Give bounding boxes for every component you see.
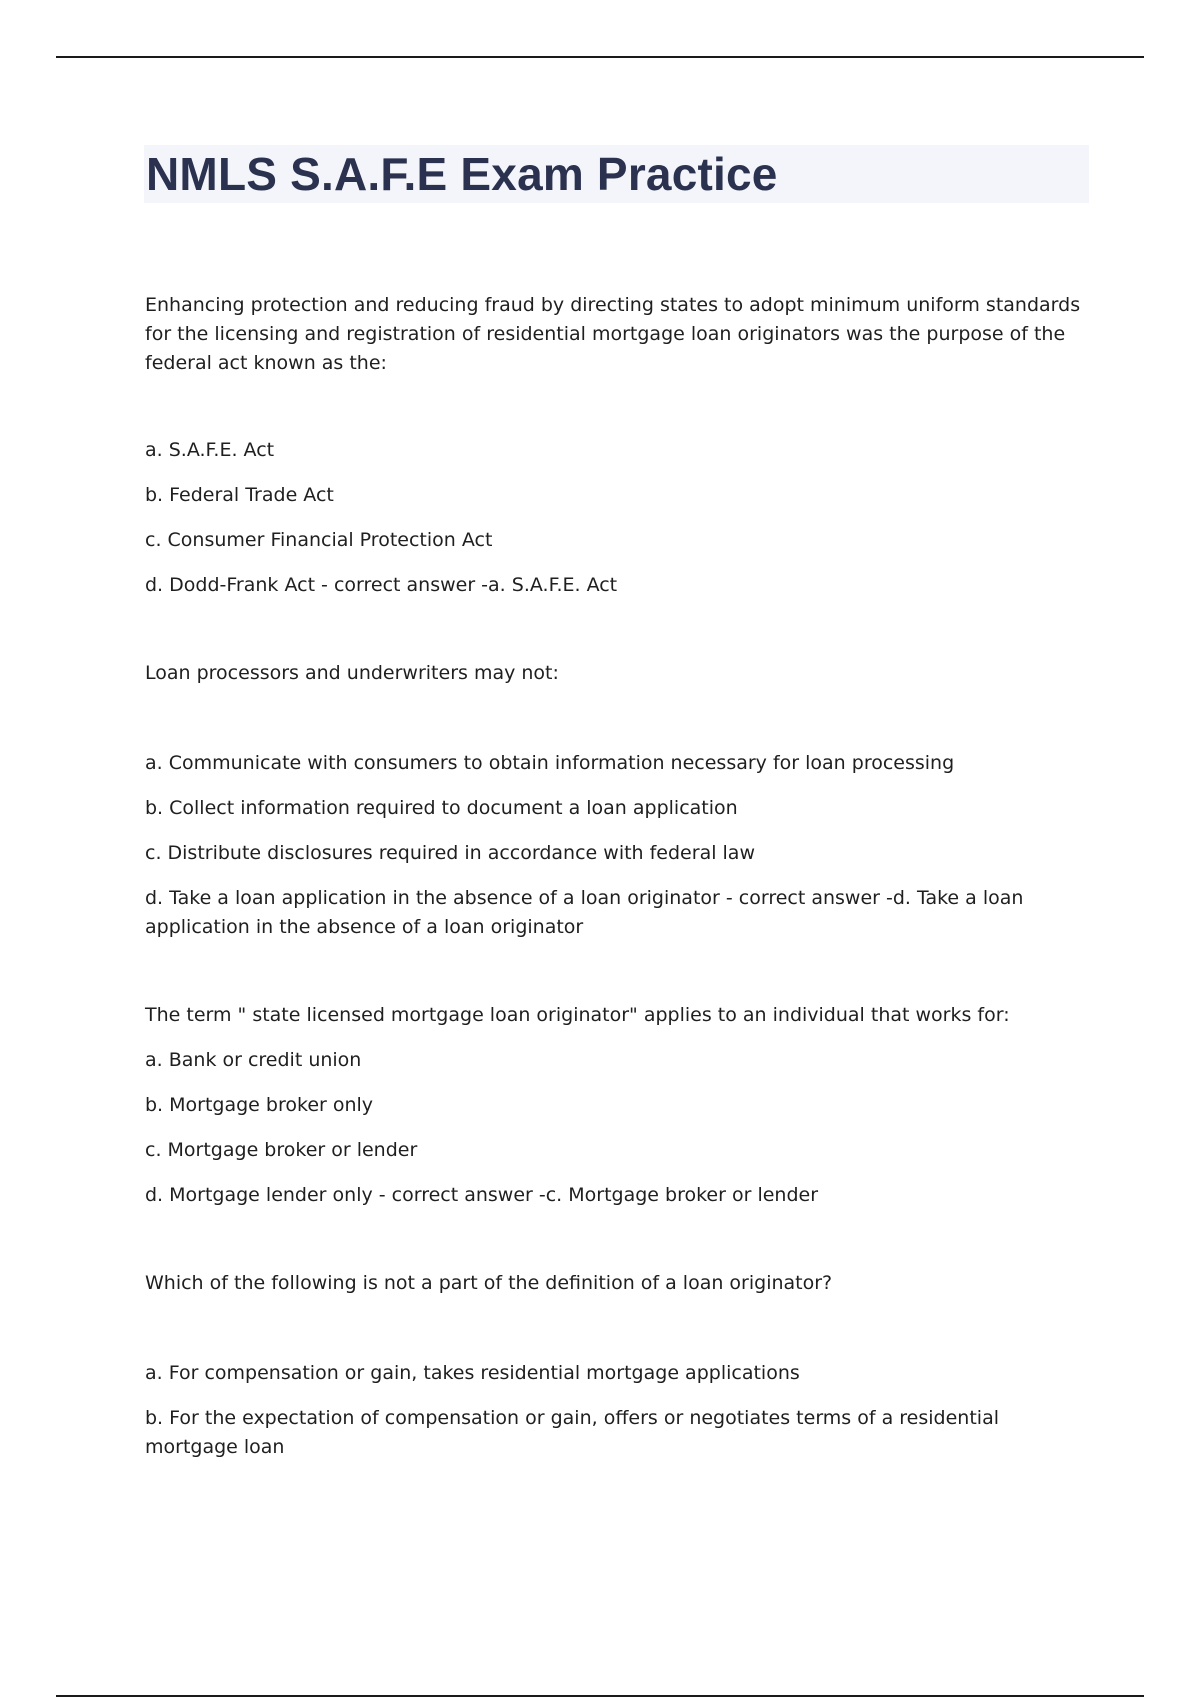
document-body [145, 291, 1090, 1462]
question-text: The term " state licensed mortgage loan originator" applies to an individual that works for: [145, 1004, 1010, 1026]
option-a: a. Bank or credit union [145, 1049, 362, 1071]
option-b: b. Federal Trade Act [145, 484, 334, 506]
option-list [145, 749, 1090, 942]
top-rule [56, 56, 1144, 58]
option-b: b. For the expectation of compensation or gain, offers or negotiates terms of a residential mortgage loan [145, 1407, 999, 1458]
question-4 [145, 1269, 1090, 1462]
option-a: a. S.A.F.E. Act [145, 439, 275, 461]
option-a: a. For compensation or gain, takes residential mortgage applications [145, 1362, 800, 1384]
option-d: d. Mortgage lender only - correct answer -c. Mortgage broker or lender [145, 1184, 819, 1206]
question-text: Which of the following is not a part of the definition of a loan originator? [145, 1272, 833, 1294]
option-list [145, 1359, 1090, 1462]
question-2 [145, 659, 1090, 942]
option-c: c. Mortgage broker or lender [145, 1139, 418, 1161]
bottom-rule [56, 1695, 1144, 1697]
option-c: c. Distribute disclosures required in accordance with federal law [145, 842, 755, 864]
page-title: NMLS S.A.F.E Exam Practice [146, 148, 778, 200]
option-list [145, 1046, 1090, 1210]
option-d: d. Take a loan application in the absence of a loan originator - correct answer -d. Take a loan application in the absence of a loan originator [145, 887, 1024, 938]
question-text: Loan processors and underwriters may not: [145, 662, 559, 684]
question-text: Enhancing protection and reducing fraud by directing states to adopt minimum uniform standards for the licensing and registration of residential mortgage loan originators was the purpose of the federal act known as the: [145, 294, 1081, 374]
option-a: a. Communicate with consumers to obtain information necessary for loan processing [145, 752, 955, 774]
option-c: c. Consumer Financial Protection Act [145, 529, 493, 551]
option-d: d. Dodd-Frank Act - correct answer -a. S.A.F.E. Act [145, 574, 618, 596]
question-3 [145, 1001, 1090, 1210]
option-b: b. Mortgage broker only [145, 1094, 374, 1116]
option-b: b. Collect information required to document a loan application [145, 797, 738, 819]
option-list [145, 436, 1090, 600]
question-1 [145, 291, 1090, 600]
